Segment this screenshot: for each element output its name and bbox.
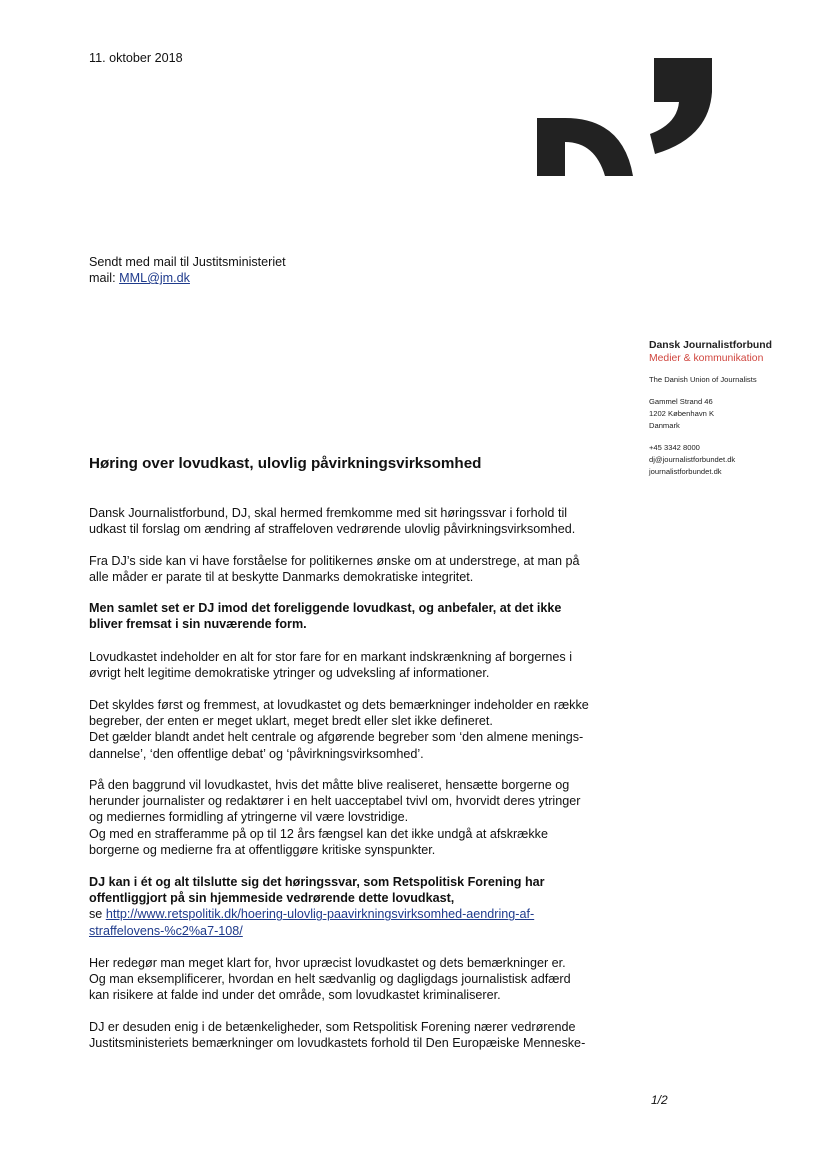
retspolitik-link[interactable]: http://www.retspolitik.dk/hoering-ulovlig-paavirkningsvirksomhed-aendring-af- — [105, 907, 535, 922]
paragraph-1 — [89, 505, 629, 537]
paragraph-6 — [89, 777, 629, 858]
recipient-line: Sendt med mail til Justitsministeriet — [89, 255, 286, 269]
org-subtitle: Medier & kommunikation — [649, 353, 764, 364]
text-line: borgerne og medierne fra at offentliggøre kritiske synspunkter. — [89, 842, 436, 857]
text-line: øvrigt helt legitime demokratiske ytringer og udveksling af informationer. — [89, 666, 490, 681]
text-line: Her redegør man meget klart for, hvor upræcist lovudkastet og dets bemærkninger er. — [89, 956, 566, 970]
logo-apostrophe-shape — [650, 58, 712, 154]
text-line: Og man eksemplificerer, hvordan en helt sædvanlig og dagligdags journalistisk adfærd — [89, 972, 571, 987]
text-line: På den baggrund vil lovudkastet, hvis det måtte blive realiseret, hensætte borgerne og — [89, 778, 570, 792]
text-line: Lovudkastet indeholder en alt for stor fare for en markant indskrænkning af borgernes i — [89, 650, 573, 664]
paragraph-4 — [89, 649, 629, 681]
logo-d-shape — [537, 118, 633, 176]
retspolitik-link-continued[interactable]: straffelovens-%c2%a7-108/ — [89, 923, 243, 938]
dj-logo — [537, 56, 712, 176]
recipient-block — [89, 254, 286, 286]
page-number: 1/2 — [651, 1093, 668, 1107]
text-line: Og med en strafferamme på op til 12 års fængsel kan det ikke undgå at afskrække — [89, 826, 548, 841]
paragraph-5 — [89, 697, 629, 762]
paragraph-7 — [89, 874, 629, 939]
text-line: alle måder er parate til at beskytte Danmarks demokratiske integritet. — [89, 570, 474, 585]
paragraph-2 — [89, 553, 629, 585]
paragraph-3-bold — [89, 600, 629, 632]
paragraph-8 — [89, 955, 629, 1004]
text-line: Men samlet set er DJ imod det foreliggende lovudkast, og anbefaler, at det ikke — [89, 601, 562, 615]
text-line: dannelse’, ‘den offentlige debat’ og ‘påvirkningsvirksomhed’. — [89, 746, 424, 761]
letter-title: Høring over lovudkast, ulovlig påvirkningsvirksomhed — [89, 455, 482, 472]
text-line: herunder journalister og redaktører i en helt uacceptabel tvivl om, hvorvidt deres ytringer — [89, 794, 581, 809]
org-phone: +45 3342 8000 — [649, 443, 700, 452]
paragraph-9 — [89, 1019, 629, 1051]
org-web: journalistforbundet.dk — [649, 467, 722, 476]
text-line: Dansk Journalistforbund, DJ, skal hermed fremkomme med sit høringssvar i forhold til — [89, 506, 568, 520]
text-line: og mediernes formidling af ytringerne vil være lovstridige. — [89, 810, 409, 825]
org-country: Danmark — [649, 421, 680, 430]
org-english-name: The Danish Union of Journalists — [649, 375, 757, 384]
text-line: kan risikere at falde ind under det område, som lovudkastet kriminaliserer. — [89, 988, 501, 1003]
text-line: Det skyldes først og fremmest, at lovudkastet og dets bemærkninger indeholder en række — [89, 698, 589, 712]
text-line: DJ kan i ét og alt tilslutte sig det høringssvar, som Retspolitisk Forening har — [89, 875, 545, 889]
see-prefix: se — [89, 907, 106, 922]
text-line: offentliggjort på sin hjemmeside vedrørende dette lovudkast, — [89, 891, 455, 906]
text-line: DJ er desuden enig i de betænkeligheder, som Retspolitisk Forening nærer vedrørende — [89, 1020, 576, 1034]
org-name: Dansk Journalistforbund — [649, 340, 772, 351]
recipient-mail-link[interactable]: MML@jm.dk — [119, 271, 190, 286]
text-line: udkast til forslag om ændring af straffeloven vedrørende ulovlig påvirkningsvirksomhed. — [89, 522, 576, 537]
org-email: dj@journalistforbundet.dk — [649, 455, 736, 464]
text-line: Fra DJ’s side kan vi have forståelse for politikernes ønske om at understrege, at man på — [89, 554, 580, 568]
org-street: Gammel Strand 46 — [649, 397, 713, 406]
org-city: 1202 København K — [649, 409, 715, 418]
text-line: Justitsministeriets bemærkninger om lovudkastets forhold til Den Europæiske Menneske- — [89, 1036, 586, 1051]
text-line: bliver fremsat i sin nuværende form. — [89, 617, 307, 632]
text-line: begreber, der enten er meget uklart, meget bredt eller slet ikke defineret. — [89, 714, 493, 729]
mail-prefix: mail: — [89, 271, 120, 286]
letter-date: 11. oktober 2018 — [89, 51, 183, 65]
text-line: Det gælder blandt andet helt centrale og afgørende begreber som ‘den almene menings- — [89, 730, 584, 745]
organization-block — [649, 339, 772, 478]
